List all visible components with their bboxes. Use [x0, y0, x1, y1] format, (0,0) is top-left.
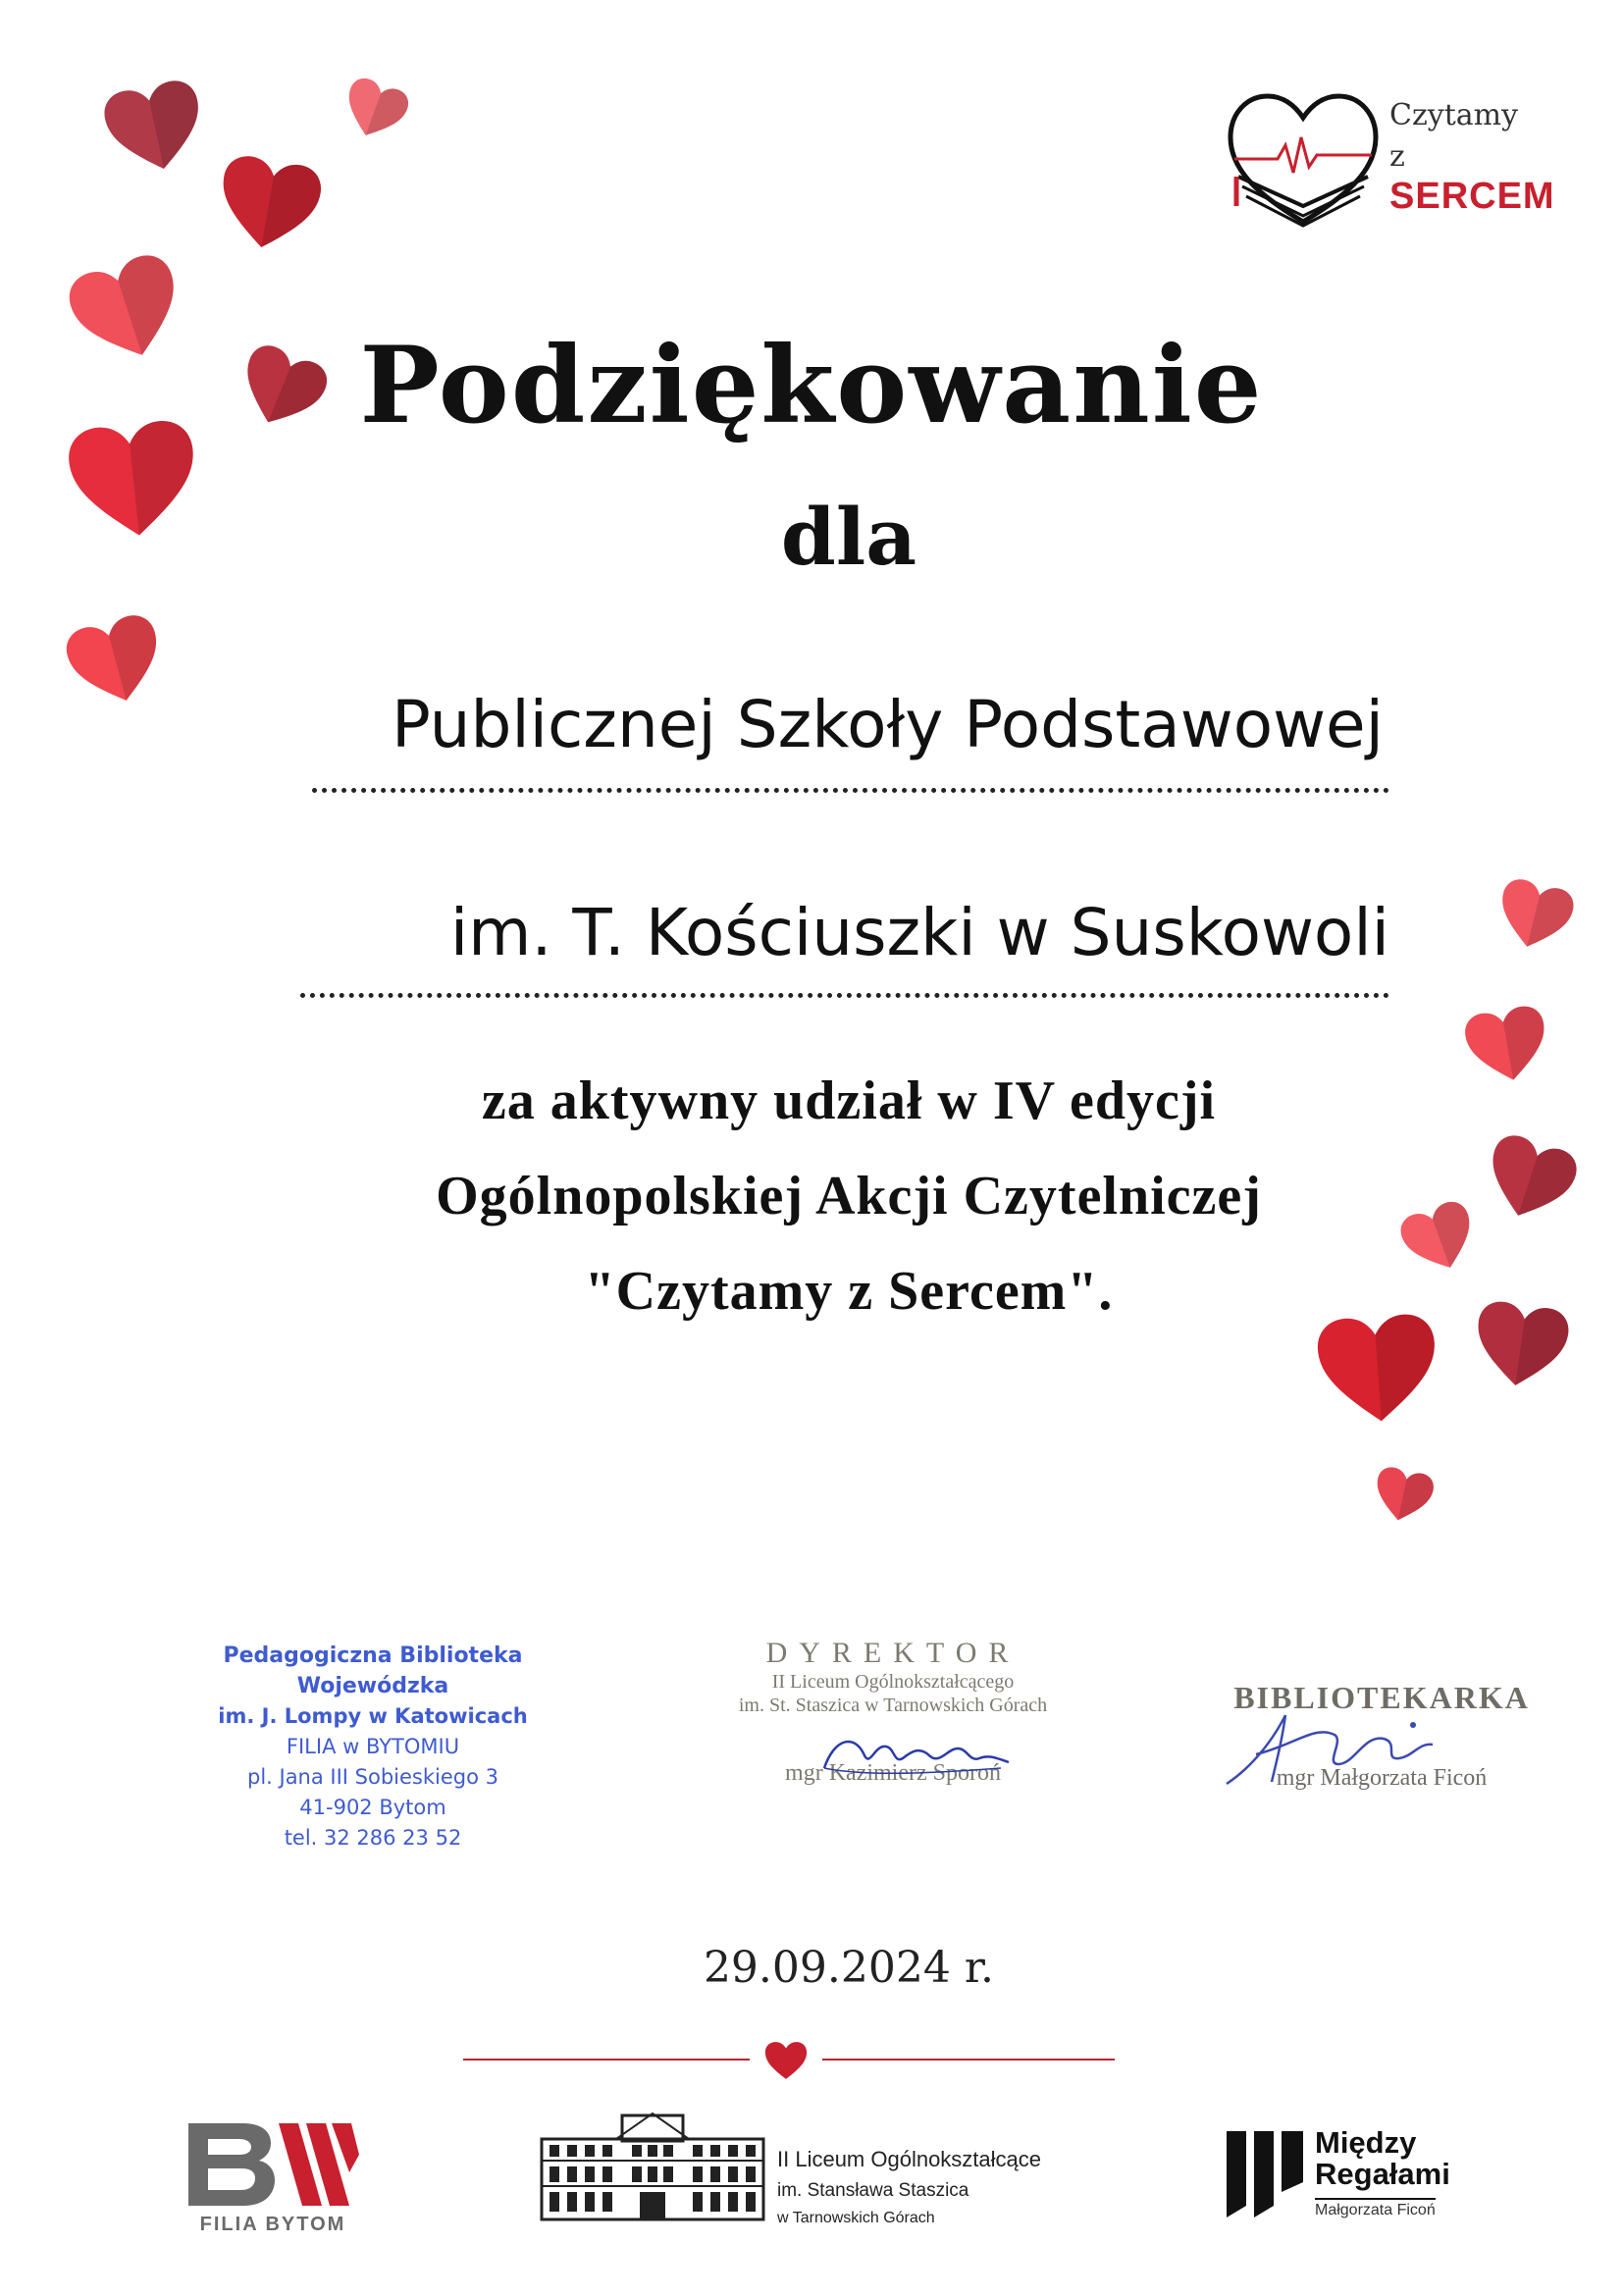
- stamp-director-line-2: im. St. Staszica w Tarnowskich Górach: [738, 1695, 1048, 1716]
- dotted-line: [300, 993, 1389, 998]
- liceum-line-2: im. Stansława Staszica: [777, 2180, 969, 2201]
- miedzy-regalami-author: Małgorzata Ficoń: [1315, 2198, 1436, 2219]
- heart-decoration-icon: [336, 72, 415, 148]
- document-title: Podziękowanie: [359, 324, 1264, 447]
- divider-line: [822, 2059, 1115, 2061]
- liceum-line-1: II Liceum Ogólnokształcące: [777, 2147, 1042, 2171]
- logo-sercem: SERCEM: [1389, 176, 1555, 217]
- stamp-library-line-6: tel. 32 286 23 52: [284, 1826, 462, 1850]
- stamp-director-header: DYREKTOR: [765, 1637, 1021, 1669]
- heart-decoration-icon: [210, 149, 327, 260]
- dotted-line: [312, 788, 1389, 793]
- body-line-3: "Czytamy z Sercem".: [584, 1261, 1114, 1322]
- library-stamp: [147, 1641, 599, 1853]
- document-date: 29.09.2024 r.: [703, 1943, 995, 1993]
- miedzy-regalami-logo: [1225, 2127, 1480, 2225]
- filia-bytom-logo: [184, 2115, 361, 2233]
- stamp-librarian-header: BIBLIOTEKARKA: [1233, 1680, 1530, 1715]
- czytamy-z-sercem-logo: [1225, 90, 1555, 237]
- document-subtitle: dla: [780, 491, 917, 583]
- stamp-director-line-1: II Liceum Ogólnokształcącego: [771, 1671, 1015, 1693]
- heart-decoration-icon: [59, 607, 173, 715]
- school-building-icon: [538, 2110, 767, 2223]
- bw-logo-icon: [184, 2115, 361, 2214]
- heart-decoration-icon: [1313, 1309, 1442, 1429]
- body-line-1: za aktywny udział w IV edycji: [481, 1070, 1217, 1131]
- librarian-signature: [1217, 1696, 1472, 1803]
- heart-decoration-icon: [1369, 1462, 1438, 1528]
- filia-bytom-caption: FILIA BYTOM: [199, 2214, 346, 2235]
- stamp-library-line-1: Pedagogiczna Biblioteka Wojewódzka: [223, 1644, 523, 1698]
- stamp-library-line-2: im. J. Lompy w Katowicach: [218, 1704, 528, 1728]
- divider-line: [463, 2059, 750, 2061]
- heart-decoration-icon: [98, 74, 213, 183]
- stamp-librarian-name: mgr Małgorzata Ficoń: [1276, 1765, 1488, 1791]
- stamp-library-line-4: pl. Jana III Sobieskiego 3: [246, 1765, 499, 1789]
- books-icon: [1225, 2127, 1307, 2218]
- miedzy-regalami-line-2: Regałami: [1315, 2157, 1450, 2191]
- body-line-2: Ogólnopolskiej Akcji Czytelniczej: [436, 1166, 1262, 1226]
- miedzy-regalami-title: [1315, 2127, 1450, 2190]
- liceum-logo: [538, 2110, 1087, 2237]
- heart-icon: [764, 2041, 808, 2080]
- logo-z: z: [1389, 139, 1406, 174]
- stamp-library-line-5: 41-902 Bytom: [299, 1796, 446, 1819]
- miedzy-regalami-line-1: Między: [1315, 2125, 1417, 2160]
- liceum-line-3: w Tarnowskich Górach: [777, 2210, 935, 2226]
- recipient-line-1: Publicznej Szkoły Podstawowej: [391, 687, 1384, 762]
- director-signature: [805, 1719, 1021, 1788]
- logo-line-z-sercem: [1389, 133, 1555, 218]
- logo-line-czytamy: Czytamy: [1389, 98, 1519, 132]
- heart-book-icon: [1225, 90, 1382, 237]
- liceum-text: [777, 2147, 1041, 2227]
- heart-decoration-icon: [1491, 873, 1580, 958]
- stamp-library-line-3: FILIA w BYTOMIU: [286, 1735, 460, 1758]
- recipient-line-2: im. T. Kościuszki w Suskowoli: [449, 895, 1389, 970]
- stamp-director-name: mgr Kazimierz Sporoń: [785, 1760, 1001, 1786]
